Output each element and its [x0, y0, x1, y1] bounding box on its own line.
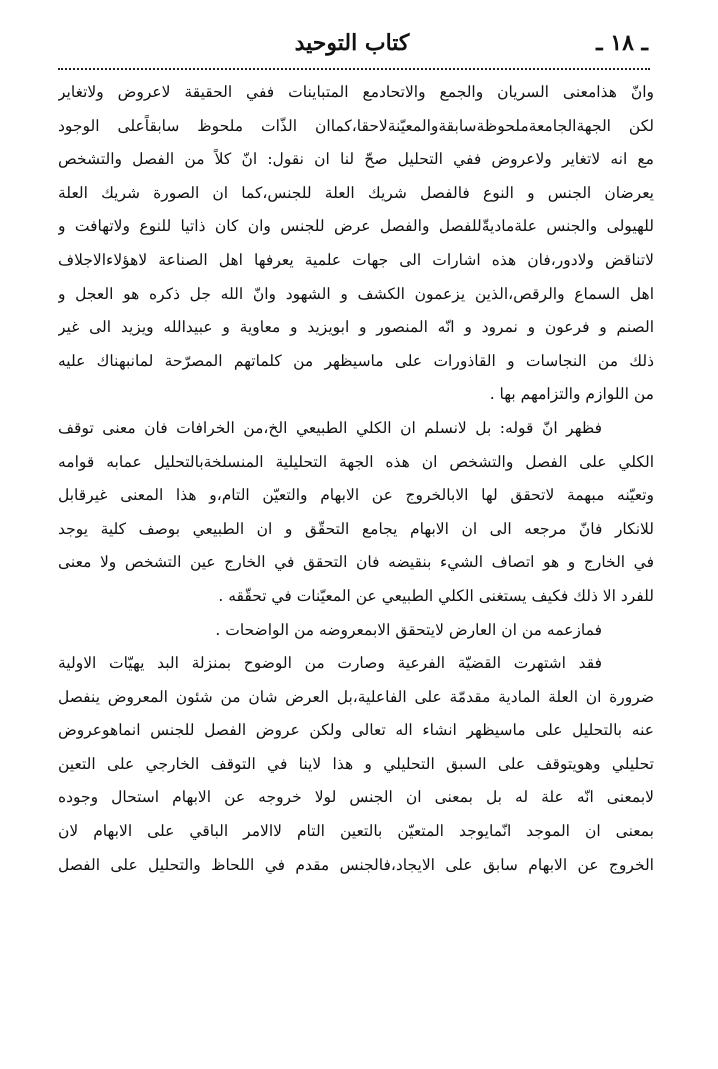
text-line: بمعنى ان الموجد انّمايوجد المتعيّن بالتعين التام لاالامر الباقي على الابهام لان [58, 822, 654, 841]
text-line: للانكار فانّ مرجعه الى ان الابهام يجامع التحقّق و ان الطبيعي بوصف كلية يوجد [58, 519, 654, 538]
text-line: لكن الجهةالجامعةملحوظةسابقةوالمعيّنةلاحقا،كماان الذّات ملحوظ سابقاًعلى الوجود [58, 116, 654, 135]
text-line: تحليلي وهويتوقف على السبق التحليلي و هذا لاينا في التوقف الخارجي على التعين [58, 754, 654, 773]
text-line: لابمعنى انّه علة له بل بمعنى ان الجنس لولا خروجه عن الابهام استحال وجوده [58, 788, 654, 807]
text-line: اهل السماع والرقص،الذين يزعمون الكشف و الشهود وانّ الله جل ذكره هو العجل و [58, 284, 654, 303]
text-line: الخروج عن الابهام سابق على الايجاد،فالجنس مقدم في اللحاظ والتحليل على الفصل [58, 855, 654, 874]
text-line: ذلك من النجاسات و القاذورات على ماسيظهر من كلماتهم المصرّحة لمانبهناك عليه [58, 351, 654, 370]
paragraph-start-line: فقد اشتهرت القضيّة الفرعية وصارت من الوضوح بمنزلة البد يهيّات الاولية [58, 654, 602, 673]
text-line: مع انه لاتغاير ولاعروض ففي التحليل صحّ لنا ان نقول: انّ كلاً من الفصل والتشخص [58, 150, 654, 169]
text-line: للفرد الا ذلك فكيف يستغنى الكلي الطبيعي عن المعيّنات في تحقّقه . [218, 586, 654, 605]
body-text [58, 76, 654, 882]
header-divider [58, 68, 650, 70]
paragraph-start-line: فظهر انّ قوله: بل لانسلم ان الكلي الطبيعي الخ،من الخرافات فان معنى توقف [58, 418, 602, 437]
text-line: الصنم و فرعون و نمرود و انّه المنصور و ابويزيد و معاوية و عبيدالله ويزيد الى غير [58, 318, 654, 337]
page-number: ـ ١٨ ـ [596, 30, 648, 56]
text-line: الكلي على الفصل والتشخص ان هذه الجهة التحليلية المنسلخةبالتحليل عمابه قوامه [58, 452, 654, 471]
text-line: للهيولى والجنس علةماديةّللفصل والفصل عرض للجنس وان كان ذاتيا للنوع ولاتهافت و [58, 217, 654, 236]
paragraph-start-line: فمازعمه من ان العارض لايتحقق الابمعروضه من الواضحات . [215, 620, 602, 639]
text-line: ضرورة ان العلة المادية مقدمّة على الفاعلية،بل العرض شان من شئون المعروض ينفصل [58, 687, 654, 706]
text-line: عنه بالتحليل على ماسيظهر انشاء اله تعالى ولكن عروض الفصل للجنس انماهوعروض [58, 721, 654, 740]
book-title: كتاب التوحيد [294, 30, 410, 56]
text-line: وتعيّنه مبهمة لاتحقق لها الابالخروج عن الابهام والتعيّن التام،و هذا المعنى غيرقابل [58, 486, 654, 505]
text-line: في الخارج و هو اتصاف الشيء بنقيضه فان التحقق في الخارج عين التشخص ولا معنى [58, 553, 654, 572]
page-header [56, 26, 648, 66]
text-line: لاتناقض ولادور،فان هذه اشارات الى جهات علمية يعرفها اهل الصناعة لاهؤلاءالاجلاف [58, 250, 654, 269]
text-line: وانّ هذامعنى السريان والجمع والاتحادمع المتباينات ففي الحقيقة لاعروض ولاتغاير [58, 83, 654, 101]
text-line: من اللوازم والتزامهم بها . [489, 385, 654, 404]
text-line: يعرضان الجنس و النوع فالفصل شريك العلة للجنس،كما ان الصورة شريك العلة [58, 183, 654, 202]
